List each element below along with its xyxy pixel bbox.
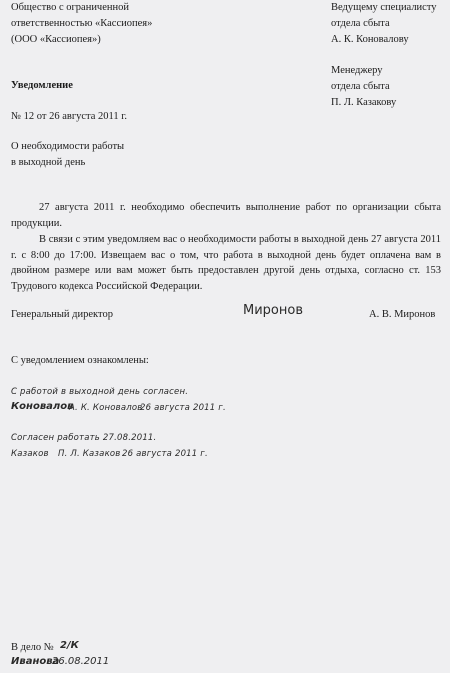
sender-short-name: (ООО «Кассиопея»)	[11, 34, 101, 45]
director-signature: Миронов	[243, 303, 303, 318]
kazakov-consent-note: Согласен работать 27.08.2011.	[11, 433, 157, 443]
recipient2-name: П. Л. Казакову	[331, 97, 397, 108]
document-type: Уведомление	[11, 80, 73, 91]
kazakov-date: 26 августа 2011 г.	[122, 449, 208, 459]
subject-line2: в выходной день	[11, 157, 86, 168]
signatory-position: Генеральный директор	[11, 309, 113, 320]
sender-name-line1: Общество с ограниченной	[11, 2, 129, 13]
filing-number: 2/К	[60, 640, 79, 651]
filing-signature: Иванова	[11, 656, 60, 667]
konovalov-name: А. К. Коновалов	[69, 403, 143, 413]
document-number-date: № 12 от 26 августа 2011 г.	[11, 111, 128, 122]
konovalov-consent-note: С работой в выходной день согласен.	[11, 387, 189, 397]
filing-date: 26.08.2011	[52, 656, 110, 667]
kazakov-signature: Казаков	[11, 449, 49, 459]
body-paragraph-1: 27 августа 2011 г. необходимо обеспечить выполнение работ по организации сбыта продукции.	[11, 202, 441, 229]
recipient1-name: А. К. Коновалову	[331, 34, 409, 45]
konovalov-date: 26 августа 2011 г.	[140, 403, 226, 413]
filing-label: В дело №	[11, 642, 54, 653]
recipient2-position: Менеджеру	[331, 65, 383, 76]
sender-name-line2: ответственностью «Кассиопея»	[11, 18, 153, 29]
recipient2-department: отдела сбыта	[331, 81, 390, 92]
konovalov-signature: Коновалов	[11, 401, 74, 412]
acknowledgement-heading: С уведомлением ознакомлены:	[11, 355, 149, 366]
recipient1-position: Ведущему специалисту	[331, 2, 437, 13]
signatory-name: А. В. Миронов	[369, 309, 436, 320]
recipient1-department: отдела сбыта	[331, 18, 390, 29]
body-paragraph-2: В связи с этим уведомляем вас о необходимости работы в выходной день 27 августа 2011 г. с 8:00 до 17:00. Извещаем вас о том, что работа в выходной день будет оплачена вам в двойном размере или вам может быть предоставлен другой день отдыха, согласно ст. 153 Трудового кодекса Российской Федерации.	[11, 234, 441, 292]
subject-line1: О необходимости работы	[11, 141, 125, 152]
kazakov-name: П. Л. Казаков	[58, 449, 121, 459]
